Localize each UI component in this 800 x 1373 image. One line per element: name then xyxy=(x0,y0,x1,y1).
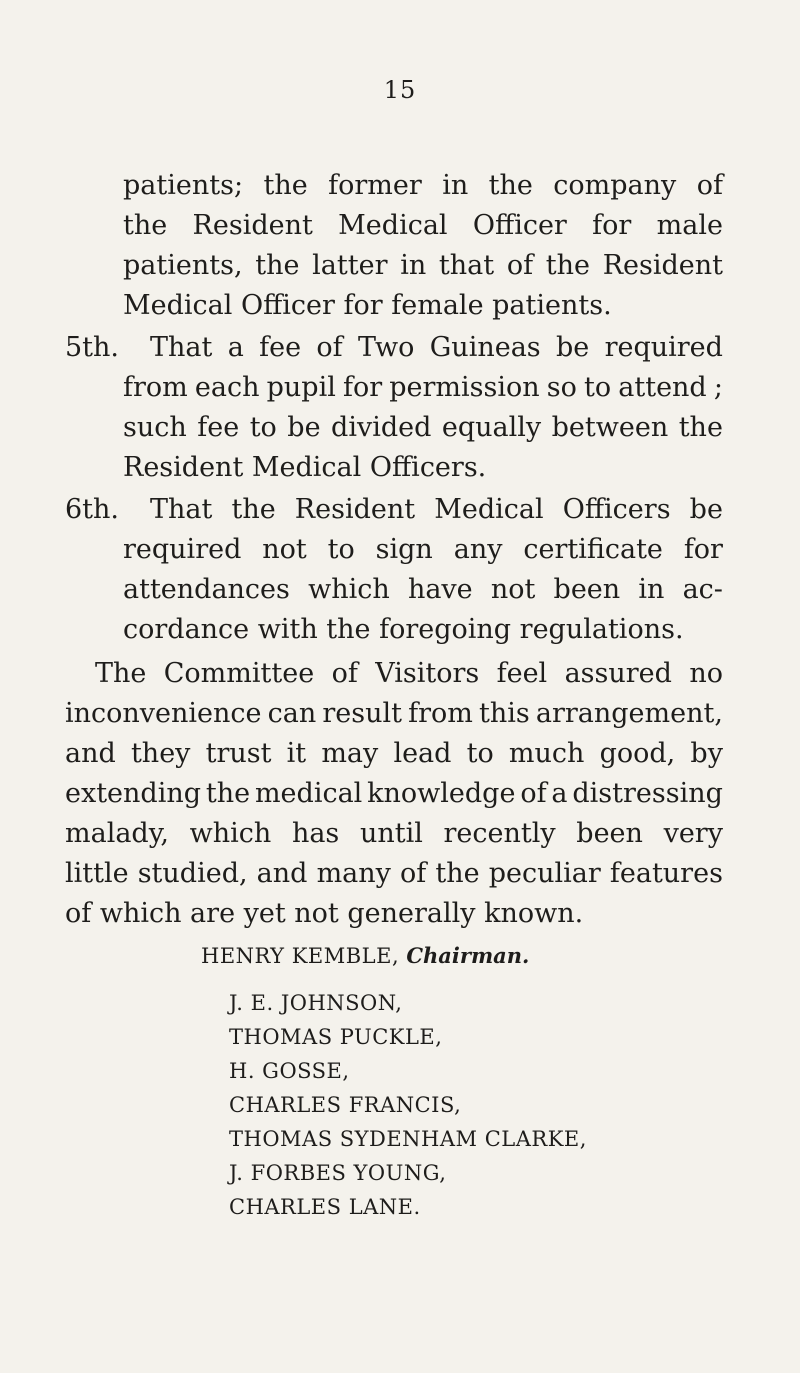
word: Medical xyxy=(338,210,448,241)
word: Guineas xyxy=(429,332,541,363)
word: of xyxy=(506,250,534,281)
page-number: 15 xyxy=(383,76,417,104)
text-line xyxy=(65,814,723,854)
word: ; xyxy=(713,372,723,403)
word: may xyxy=(321,738,379,769)
word: Officer xyxy=(472,210,567,241)
word: been xyxy=(553,574,621,605)
word: attendances xyxy=(123,574,290,605)
word: which xyxy=(308,574,390,605)
word: patients, xyxy=(123,250,243,281)
word: that xyxy=(438,250,495,281)
word: malady, xyxy=(65,818,169,849)
word: been xyxy=(576,818,643,849)
word: no xyxy=(689,658,723,689)
word: of xyxy=(696,170,723,201)
word: The xyxy=(95,658,147,689)
chair-name: HENRY KEMBLE, xyxy=(201,944,400,968)
signature-member: CHARLES FRANCIS, xyxy=(229,1093,462,1117)
word: Officers xyxy=(562,494,671,525)
word: sign xyxy=(375,534,433,565)
text-line xyxy=(65,734,723,774)
word: attend xyxy=(618,372,707,403)
word: have xyxy=(407,574,473,605)
word: Resident xyxy=(602,250,723,281)
word: divided xyxy=(331,412,432,443)
word: from xyxy=(123,372,188,403)
word: lead xyxy=(393,738,452,769)
word: Committee xyxy=(163,658,315,689)
word: Visitors xyxy=(375,658,480,689)
word: latter xyxy=(312,250,388,281)
word: in xyxy=(442,170,469,201)
item-label-5th: 5th. xyxy=(65,332,119,363)
word: from xyxy=(408,698,473,729)
word: the xyxy=(255,250,300,281)
word: Resident xyxy=(192,210,313,241)
word: and xyxy=(65,738,116,769)
word: in xyxy=(638,574,665,605)
text-line xyxy=(150,328,723,368)
word: they xyxy=(130,738,191,769)
word: and xyxy=(256,858,308,889)
item-label-6th: 6th. xyxy=(65,494,119,525)
word: distressing xyxy=(572,778,723,809)
text-line xyxy=(123,368,723,408)
word: not xyxy=(490,574,536,605)
word: extending xyxy=(65,778,202,809)
word: pupil xyxy=(266,372,336,403)
text-line: Medical Officer for female patients. xyxy=(123,290,612,321)
text-line xyxy=(95,654,723,694)
chair-title: Chairman. xyxy=(406,943,530,968)
word: arrangement, xyxy=(535,698,723,729)
word: feel xyxy=(496,658,548,689)
word: recently xyxy=(443,818,556,849)
word: fee xyxy=(197,412,240,443)
word: much xyxy=(508,738,585,769)
word: not xyxy=(262,534,307,565)
word: very xyxy=(663,818,723,849)
word: by xyxy=(690,738,723,769)
signature-member: H. GOSSE, xyxy=(229,1059,350,1083)
word: required xyxy=(604,332,723,363)
word: such xyxy=(123,412,187,443)
word: of xyxy=(316,332,343,363)
word: to xyxy=(584,372,612,403)
word: inconvenience xyxy=(65,698,262,729)
word: a xyxy=(227,332,244,363)
text-line xyxy=(65,694,723,734)
word: to xyxy=(327,534,355,565)
word: former xyxy=(328,170,422,201)
word: company xyxy=(553,170,677,201)
text-line xyxy=(123,166,723,206)
word: of xyxy=(331,658,358,689)
word: patients; xyxy=(123,170,244,201)
text-line xyxy=(65,774,723,814)
word: the xyxy=(435,858,480,889)
word: assured xyxy=(564,658,672,689)
word: equally xyxy=(441,412,542,443)
text-line xyxy=(123,530,723,570)
word: That xyxy=(150,494,213,525)
word: for xyxy=(592,210,632,241)
signature-member: THOMAS SYDENHAM CLARKE, xyxy=(229,1127,587,1151)
word: in xyxy=(400,250,427,281)
word: be xyxy=(555,332,590,363)
word: fee xyxy=(259,332,302,363)
word: the xyxy=(231,494,276,525)
text-line xyxy=(123,206,723,246)
text-line: cordance with the foregoing regulations. xyxy=(123,614,684,645)
word: can xyxy=(267,698,317,729)
word: result xyxy=(322,698,402,729)
word: That xyxy=(150,332,213,363)
word: of xyxy=(520,778,547,809)
signature-member: J. E. JOHNSON, xyxy=(229,991,403,1015)
word: this xyxy=(479,698,530,729)
word: it xyxy=(286,738,307,769)
signature-chairman xyxy=(201,941,529,971)
word: has xyxy=(291,818,340,849)
word: to xyxy=(249,412,277,443)
word: little xyxy=(65,858,129,889)
word: each xyxy=(194,372,260,403)
word: the xyxy=(545,250,590,281)
word: the xyxy=(678,412,723,443)
word: permission xyxy=(389,372,540,403)
text-line xyxy=(123,246,723,286)
text-line xyxy=(123,408,723,448)
word: for xyxy=(683,534,723,565)
word: male xyxy=(656,210,723,241)
word: until xyxy=(359,818,423,849)
word: for xyxy=(342,372,383,403)
word: the xyxy=(488,170,533,201)
word: Resident xyxy=(294,494,416,525)
signature-member: CHARLES LANE. xyxy=(229,1195,421,1219)
word: of xyxy=(400,858,427,889)
text-line xyxy=(65,854,723,894)
word: many xyxy=(316,858,391,889)
word: which xyxy=(189,818,272,849)
word: trust xyxy=(205,738,272,769)
signature-member: J. FORBES YOUNG, xyxy=(229,1161,447,1185)
word: so xyxy=(546,372,577,403)
word: the xyxy=(263,170,308,201)
word: studied, xyxy=(137,858,248,889)
word: the xyxy=(205,778,251,809)
word: features xyxy=(609,858,723,889)
word: peculiar xyxy=(488,858,601,889)
signature-member: THOMAS PUCKLE, xyxy=(229,1025,443,1049)
word: knowledge xyxy=(367,778,516,809)
word: be xyxy=(287,412,321,443)
word: to xyxy=(466,738,494,769)
text-line: of which are yet not generally known. xyxy=(65,898,584,929)
word: medical xyxy=(254,778,363,809)
text-line: Resident Medical Officers. xyxy=(123,452,487,483)
text-line xyxy=(123,570,723,610)
word: the xyxy=(123,210,168,241)
word: Two xyxy=(357,332,415,363)
word: ac- xyxy=(682,574,723,605)
word: required xyxy=(123,534,242,565)
word: good, xyxy=(599,738,676,769)
word: certificate xyxy=(523,534,663,565)
word: Medical xyxy=(434,494,544,525)
word: a xyxy=(551,778,568,809)
word: be xyxy=(689,494,723,525)
text-line xyxy=(150,490,723,530)
word: between xyxy=(551,412,669,443)
word: any xyxy=(453,534,503,565)
